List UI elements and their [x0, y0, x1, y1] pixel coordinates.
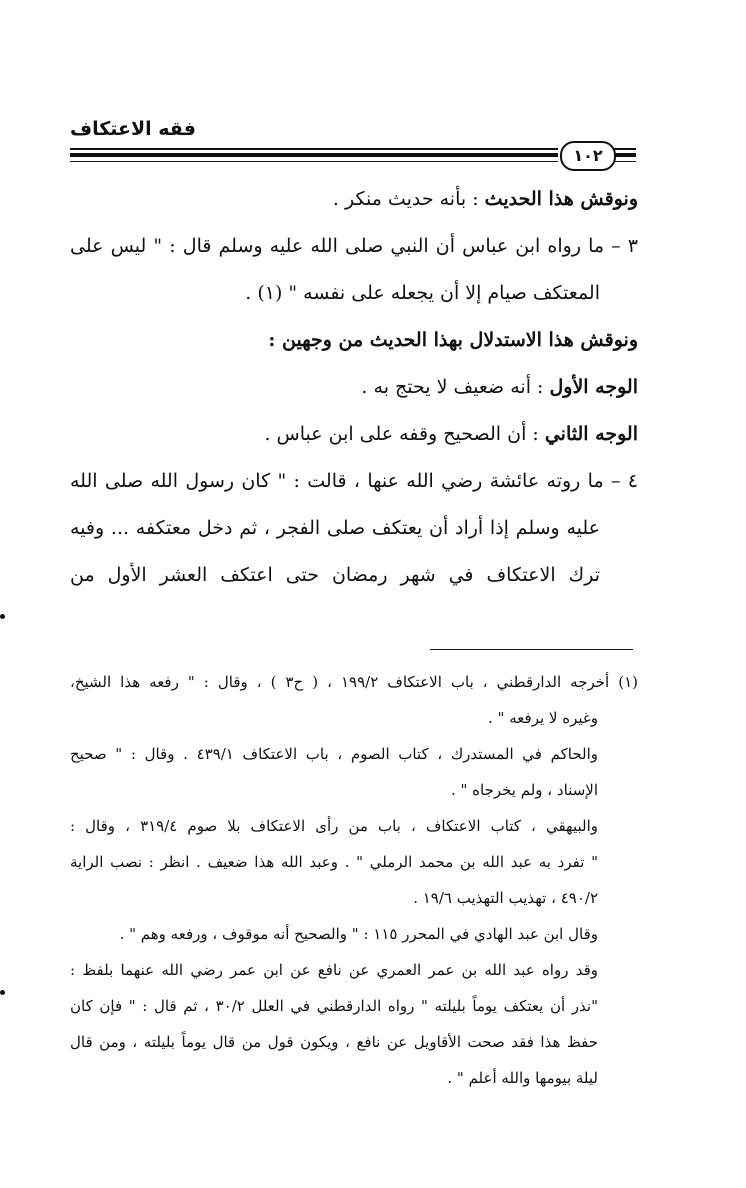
footnote-separator: [430, 649, 633, 650]
objection-heading: ونوقش هذا الحديث: [484, 188, 638, 210]
header-rule-thick: [70, 153, 558, 157]
aspect-1-label: الوجه الأول: [549, 376, 638, 398]
aspect-2-text: : أن الصحيح وقفه على ابن عباس .: [264, 423, 545, 445]
main-text: [70, 176, 638, 599]
footnote-line: والحاكم في المستدرك ، كتاب الصوم ، باب الاعتكاف ٤٣٩/١ . وقال : " صحيح: [70, 745, 598, 763]
footnote-line: ٤٩٠/٢ ، تهذيب التهذيب ١٩/٦ .: [413, 889, 598, 907]
paragraph-objection-1: [70, 176, 638, 223]
footnote-line: " تفرد به عبد الله بن محمد الرملي " . وعبد الله هذا ضعيف . انظر : نصب الراية: [70, 853, 598, 871]
footnote-line: (١) أخرجه الدارقطني ، باب الاعتكاف ١٩٩/٢ ، ( ح٣ ) ، وقال : " رفعه هذا الشيخ،: [70, 673, 639, 691]
footnote-line: وقد رواه عبد الله بن عمر العمري عن نافع عن ابن عمر رضي الله عنهما بلفظ :: [70, 961, 598, 979]
hadith-3-line-1: ٣ – ما رواه ابن عباس أن النبي صلى الله عليه وسلم قال : " ليس على: [70, 235, 638, 257]
footnote-line: حفظ هذا فقد صحت الأقاويل عن نافع ، ويكون قول من قال يوماً بليلته ، ومن قال: [70, 1033, 598, 1051]
objection-text: : بأنه حديث منكر .: [332, 188, 485, 210]
aspect-2: [70, 411, 638, 458]
footnote-line: والبيهقي ، كتاب الاعتكاف ، باب من رأى الاعتكاف بلا صوم ٣١٩/٤ ، وقال :: [70, 817, 598, 835]
header-rule-thin: [70, 148, 558, 150]
aspect-2-label: الوجه الثاني: [544, 423, 638, 445]
footnotes: [70, 664, 638, 1096]
objection-heading-2: ونوقش هذا الاستدلال بهذا الحديث من وجهين :: [268, 329, 638, 351]
hadith-4-line-1: ٤ – ما روته عائشة رضي الله عنها ، قالت : " كان رسول الله صلى الله: [70, 470, 638, 492]
page-number-badge: ١٠٢: [560, 141, 616, 171]
hadith-3-line-2: المعتكف صيام إلا أن يجعله على نفسه " (١) .: [245, 282, 600, 304]
aspect-1: [70, 364, 638, 411]
scan-speck: [0, 990, 5, 995]
footnote-line: ليلة بيومها والله أعلم " .: [447, 1069, 598, 1087]
scan-speck: [0, 614, 5, 619]
aspect-1-text: : أنه ضعيف لا يحتج به .: [361, 376, 550, 398]
footnote-line: وقال ابن عبد الهادي في المحرر ١١٥ : " والصحيح أنه موقوف ، ورفعه وهم " .: [119, 925, 598, 943]
footnote-line: الإسناد ، ولم يخرجاه " .: [450, 781, 598, 799]
footnote-line: "نذر أن يعتكف يوماً بليلته " رواه الدارقطني في العلل ٣٠/٢ ، ثم قال : " فإن كان: [70, 997, 598, 1015]
hadith-4-line-2: عليه وسلم إذا أراد أن يعتكف صلى الفجر ، ثم دخل معتكفه ... وفيه: [70, 517, 600, 539]
header-rule-hairline: [70, 161, 558, 162]
running-header-title: فقه الاعتكاف: [70, 118, 196, 140]
footnote-line: وغيره لا يرفعه " .: [488, 709, 598, 727]
hadith-4-line-3: ترك الاعتكاف في شهر رمضان حتى اعتكف العشر الأول من: [70, 564, 600, 586]
